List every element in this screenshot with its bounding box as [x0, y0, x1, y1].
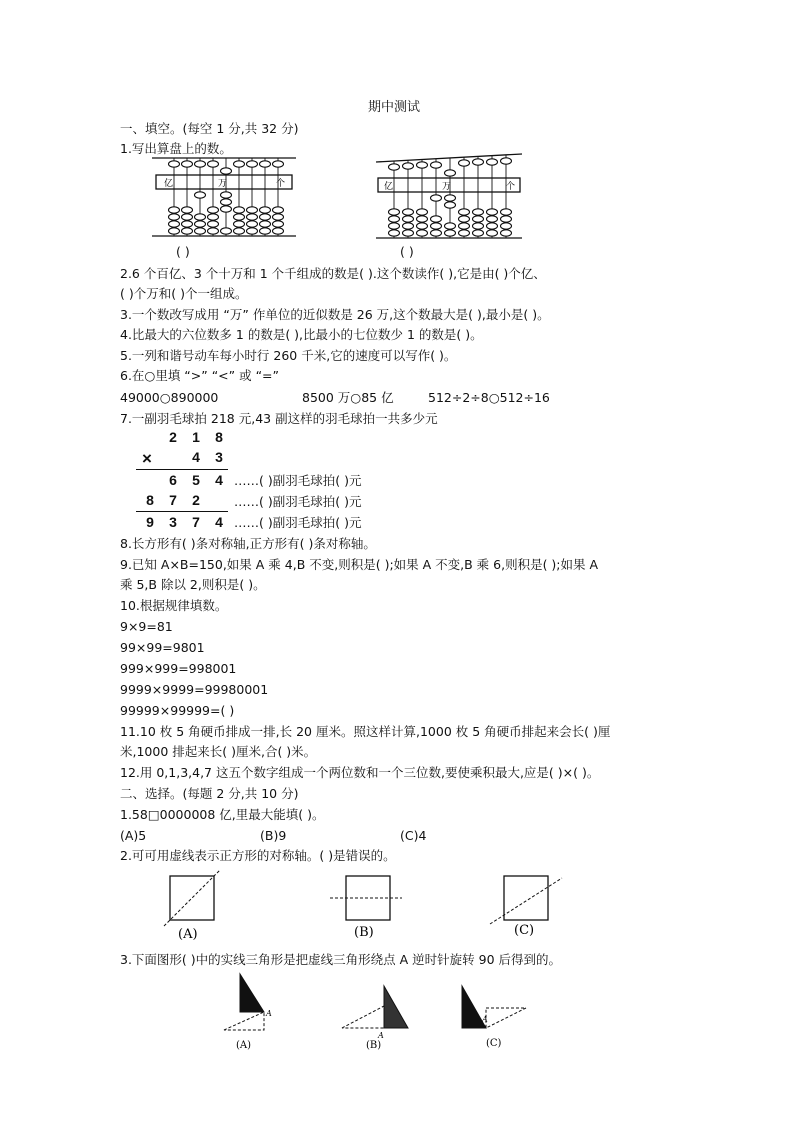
point-a-label-c: A	[482, 1015, 488, 1024]
question-7: 7.一副羽毛球拍 218 元,43 副这样的羽毛球拍一共多少元	[120, 411, 438, 426]
question-11-line-1: 11.10 枚 5 角硬币排成一排,长 20 厘米。照这样计算,1000 枚 5 角硬币排起来会长( )厘	[120, 724, 611, 739]
q7-fill-1: ……( )副羽毛球拍( )元	[234, 473, 362, 488]
mult-digit: 9	[146, 514, 154, 530]
abacus2-label-yi: 亿	[384, 182, 394, 192]
square-symmetry-figure	[158, 868, 578, 944]
question-4: 4.比最大的六位数多 1 的数是( ),比最小的七位数少 1 的数是( )。	[120, 327, 483, 342]
abacus1-label-yi: 亿	[164, 179, 174, 189]
multiply-sign: ×	[142, 449, 152, 468]
triangle-rotation-figure	[216, 970, 546, 1056]
mult-digit: 6	[169, 472, 177, 488]
mult-digit: 4	[215, 514, 223, 530]
choice-question-2: 2.可可用虚线表示正方形的对称轴。( )是错误的。	[120, 848, 396, 863]
abacus2-label-ge: 个	[506, 182, 516, 192]
question-11-line-2: 米,1000 排起来长( )厘米,合( )米。	[120, 744, 317, 759]
question-5: 5.一列和谐号动车每小时行 260 千米,它的速度可以写作( )。	[120, 348, 457, 363]
q10-line-1: 9×9=81	[120, 619, 173, 634]
mult-digit: 2	[169, 429, 177, 445]
question-6-b: 8500 万○85 亿	[302, 390, 394, 405]
q10-line-5: 99999×99999=( )	[120, 703, 235, 718]
solid-triangle-b	[384, 986, 408, 1028]
question-8: 8.长方形有( )条对称轴,正方形有( )条对称轴。	[120, 536, 376, 551]
dashed-triangle-a	[224, 1012, 264, 1030]
abacus2-label-wan: 万	[442, 182, 452, 192]
mult-digit: 8	[215, 429, 223, 445]
question-6-a: 49000○890000	[120, 390, 219, 405]
mult-digit: 8	[146, 492, 154, 508]
fig3-label-b: (B)	[366, 1040, 382, 1051]
fig2-label-a: (A)	[178, 927, 198, 942]
q10-line-2: 99×99=9801	[120, 640, 205, 655]
mult-digit: 5	[192, 472, 200, 488]
axis-a	[164, 870, 220, 926]
abacus-figure-1	[150, 155, 298, 241]
fig2-label-b: (B)	[354, 925, 374, 940]
question-1: 1.写出算盘上的数。	[120, 141, 232, 156]
mult-digit: 4	[215, 472, 223, 488]
abacus-figure-2	[374, 152, 526, 242]
q7-fill-3: ……( )副羽毛球拍( )元	[234, 515, 362, 530]
choice-question-1: 1.58□0000008 亿,里最大能填( )。	[120, 807, 325, 822]
choice-question-3: 3.下面图形( )中的实线三角形是把虚线三角形绕点 A 逆时针旋转 90 后得到的。	[120, 952, 562, 967]
mult-digit: 7	[192, 514, 200, 530]
point-a-label-b: A	[378, 1031, 384, 1040]
dashed-triangle-c	[486, 1008, 526, 1028]
fig2-label-c: (C)	[514, 923, 535, 938]
question-2-line-1: 2.6 个百亿、3 个十万和 1 个千组成的数是( ).这个数读作( ),它是由( )个亿、	[120, 266, 546, 281]
mult-digit: 3	[169, 514, 177, 530]
q10-line-3: 999×999=998001	[120, 661, 237, 676]
question-10: 10.根据规律填数。	[120, 598, 228, 613]
square-c	[504, 876, 548, 920]
question-9-line-2: 乘 5,B 除以 2,则积是( )。	[120, 577, 266, 592]
q10-line-4: 9999×9999=99980001	[120, 682, 269, 697]
section-2-heading: 二、选择。(每题 2 分,共 10 分)	[120, 786, 299, 801]
mult-rule-1	[136, 469, 228, 470]
q1-answer-blank-1[interactable]: ( )	[176, 244, 190, 259]
question-2-line-2: ( )个万和( )个一组成。	[120, 286, 248, 301]
dashed-triangle-b	[342, 1006, 384, 1028]
fig3-label-c: (C)	[486, 1038, 502, 1049]
mult-digit: 3	[215, 449, 223, 465]
section-1-heading: 一、填空。(每空 1 分,共 32 分)	[120, 121, 299, 136]
choice-1-option-a[interactable]: (A)5	[120, 828, 147, 843]
fig3-label-a: (A)	[236, 1040, 252, 1051]
abacus1-label-ge: 个	[276, 179, 286, 189]
mult-digit: 4	[192, 449, 200, 465]
question-12: 12.用 0,1,3,4,7 这五个数字组成一个两位数和一个三位数,要使乘积最大,应是( )×( )。	[120, 765, 600, 780]
axis-c	[490, 878, 562, 924]
vertical-multiplication	[132, 429, 232, 533]
mult-rule-2	[136, 511, 228, 512]
mult-digit: 2	[192, 492, 200, 508]
choice-1-option-c[interactable]: (C)4	[400, 828, 427, 843]
q7-fill-2: ……( )副羽毛球拍( )元	[234, 494, 362, 509]
question-6: 6.在○里填 “>” “<” 或 “=”	[120, 368, 280, 383]
question-6-c: 512÷2÷8○512÷16	[428, 390, 550, 405]
mult-digit: 7	[169, 492, 177, 508]
choice-1-option-b[interactable]: (B)9	[260, 828, 287, 843]
abacus1-label-wan: 万	[218, 179, 228, 189]
question-3: 3.一个数改写成用 “万” 作单位的近似数是 26 万,这个数最大是( ),最小是( )。	[120, 307, 550, 322]
question-9-line-1: 9.已知 A×B=150,如果 A 乘 4,B 不变,则积是( );如果 A 不变,B 乘 6,则积是( );如果 A	[120, 557, 599, 572]
solid-triangle-a	[240, 974, 264, 1012]
point-a-label-a: A	[266, 1009, 272, 1018]
page-title: 期中测试	[368, 100, 421, 115]
q1-answer-blank-2[interactable]: ( )	[400, 244, 414, 259]
mult-digit: 1	[192, 429, 200, 445]
